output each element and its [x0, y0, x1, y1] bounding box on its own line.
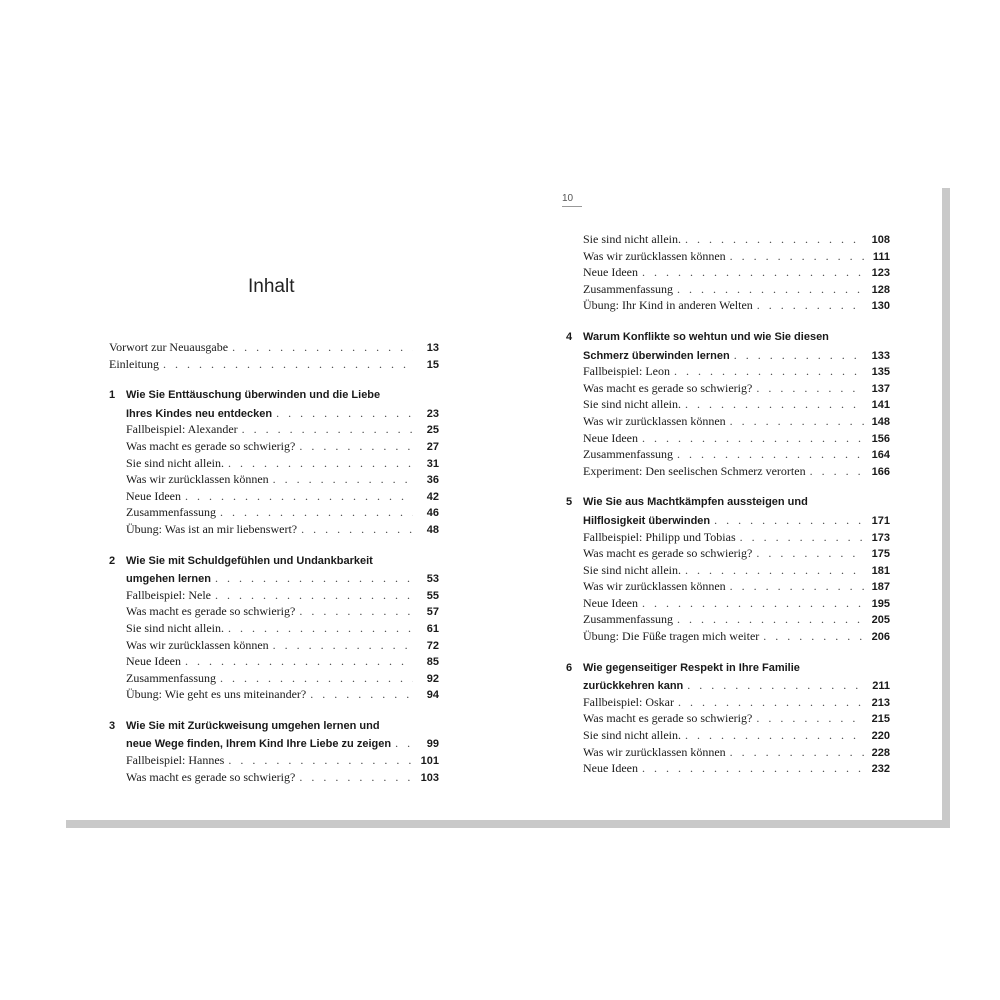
chapter-heading: [566, 662, 890, 679]
chapter-title-line: Wie Sie mit Schuldgefühlen und Undankbarkeit: [126, 554, 373, 567]
leader-dots: [730, 414, 864, 429]
leader-dots: [756, 711, 864, 726]
toc-page-number: 148: [871, 415, 890, 428]
toc-page-number: 25: [426, 424, 439, 437]
chapter-title-line: Wie Sie aus Machtkämpfen aussteigen und: [583, 496, 808, 509]
chapter-title-line: Schmerz überwinden lernen: [583, 349, 730, 362]
leader-dots: [215, 571, 413, 586]
toc-entry: [566, 596, 890, 613]
toc-entry-label: Vorwort zur Neuausgabe: [109, 340, 229, 354]
toc-page-number: 175: [871, 548, 890, 561]
toc-page-number: 123: [871, 267, 890, 280]
toc-entry-label: Sie sind nicht allein.: [583, 232, 681, 246]
chapter-heading: [566, 348, 890, 365]
chapter-title-line: umgehen lernen: [126, 573, 211, 586]
leader-dots: [685, 232, 864, 247]
section-gap: [566, 480, 890, 496]
section-gap: [109, 373, 439, 389]
toc-entry: [566, 563, 890, 580]
toc-entry: [566, 431, 890, 448]
toc-page-number: 53: [426, 573, 439, 586]
leader-dots: [301, 522, 413, 537]
leader-dots: [757, 298, 864, 313]
toc-entry: [109, 357, 439, 374]
toc-page-number: 164: [871, 449, 890, 462]
toc-entry-label: Was macht es gerade so schwierig?: [126, 604, 296, 619]
chapter-number: 4: [566, 330, 573, 343]
toc-entry-label: Zusammenfassung: [583, 447, 673, 462]
toc-page-number: 130: [871, 300, 890, 313]
toc-page-number: 94: [426, 689, 439, 702]
toc-entry: [566, 579, 890, 596]
chapter-title-line: Ihres Kindes neu entdecken: [126, 407, 273, 420]
toc-entry: [566, 298, 890, 315]
toc-entry: [566, 745, 890, 762]
toc-page-number: 111: [872, 250, 890, 263]
toc-entry: [566, 265, 890, 282]
toc-page-number: 228: [871, 746, 890, 759]
chapter-title-line: neue Wege finden, Ihrem Kind Ihre Liebe zu zeigen: [126, 738, 392, 751]
toc-entry: [109, 439, 439, 456]
toc-page-number: 156: [871, 432, 890, 445]
toc-page-number: 36: [426, 474, 439, 487]
toc-entry: [566, 414, 890, 431]
leader-dots: [642, 761, 864, 776]
toc-page-number: 92: [426, 672, 439, 685]
leader-dots: [674, 364, 864, 379]
toc-entry-label: Fallbeispiel: Alexander: [126, 422, 238, 437]
chapter-heading: [566, 496, 890, 513]
toc-entry: [566, 282, 890, 299]
toc-entry-label: Was wir zurücklassen können: [126, 637, 269, 652]
toc-page-number: 206: [871, 631, 890, 644]
toc-entry: [566, 629, 890, 646]
toc-entry: [109, 687, 439, 704]
chapter-title-line: zurückkehren kann: [583, 680, 684, 693]
toc-page-number: 171: [871, 514, 890, 527]
toc-page-number: 135: [871, 366, 890, 379]
toc-entry-label: Zusammenfassung: [126, 670, 216, 685]
toc-page-number: 211: [872, 680, 890, 693]
toc-entry: [109, 621, 439, 638]
leader-dots: [642, 596, 864, 611]
toc-page-number: 137: [871, 382, 890, 395]
toc-page-number: 42: [426, 490, 439, 503]
leader-dots: [395, 736, 413, 751]
leader-dots: [228, 621, 413, 636]
chapter-heading: [109, 571, 439, 588]
toc-page-number: 215: [871, 713, 890, 726]
leader-dots: [685, 397, 864, 412]
toc-entry-label: Was macht es gerade so schwierig?: [583, 711, 753, 726]
chapter-number: 6: [566, 661, 573, 674]
toc-entry-label: Neue Ideen: [583, 761, 638, 776]
toc-list-left: [109, 340, 439, 786]
section-gap: [566, 646, 890, 662]
leader-dots: [163, 357, 413, 372]
section-gap: [109, 704, 439, 720]
toc-entry-label: Übung: Wie geht es uns miteinander?: [126, 687, 307, 702]
toc-page-number: 205: [871, 614, 890, 627]
toc-list-right: [566, 232, 890, 778]
toc-page-number: 213: [871, 696, 890, 709]
toc-page-number: 141: [871, 399, 890, 412]
leader-dots: [810, 464, 864, 479]
leader-dots: [642, 431, 864, 446]
section-gap: [566, 315, 890, 331]
toc-entry-label: Was macht es gerade so schwierig?: [583, 380, 753, 395]
leader-dots: [678, 695, 864, 710]
toc-page-number: 61: [426, 622, 439, 635]
toc-page-number: 31: [426, 457, 439, 470]
toc-page-number: 85: [426, 656, 439, 669]
leader-dots: [220, 505, 413, 520]
page-number: 10: [562, 193, 574, 204]
section-gap: [109, 539, 439, 555]
leader-dots: [276, 406, 413, 421]
chapter-heading: [109, 736, 439, 753]
toc-entry: [566, 530, 890, 547]
toc-entry-label: Fallbeispiel: Leon: [583, 364, 670, 379]
toc-entry-label: Fallbeispiel: Nele: [126, 587, 211, 602]
toc-entry: [109, 770, 439, 787]
toc-entry: [109, 422, 439, 439]
toc-page-number: 173: [871, 531, 890, 544]
chapter-heading: [109, 555, 439, 572]
toc-title: Inhalt: [248, 276, 295, 297]
leader-dots: [310, 687, 413, 702]
toc-page-number: 55: [426, 589, 439, 602]
toc-entry: [566, 711, 890, 728]
chapter-heading: [566, 678, 890, 695]
toc-entry: [109, 638, 439, 655]
toc-entry-label: Neue Ideen: [583, 595, 638, 610]
toc-entry: [109, 456, 439, 473]
leader-dots: [687, 678, 864, 693]
chapter-heading: [109, 389, 439, 406]
toc-page-number: 128: [871, 283, 890, 296]
toc-entry-label: Neue Ideen: [126, 488, 181, 503]
leader-dots: [299, 770, 413, 785]
leader-dots: [232, 340, 413, 355]
leader-dots: [677, 612, 864, 627]
leader-dots: [756, 381, 864, 396]
toc-entry-label: Sie sind nicht allein.: [583, 562, 681, 577]
toc-entry-label: Was wir zurücklassen können: [583, 579, 726, 594]
toc-entry-label: Sie sind nicht allein.: [126, 455, 224, 470]
toc-entry-label: Zusammenfassung: [126, 505, 216, 520]
leader-dots: [242, 422, 413, 437]
chapter-number: 3: [109, 719, 116, 732]
toc-entry: [566, 249, 890, 266]
chapter-number: 5: [566, 496, 573, 509]
toc-entry-label: Sie sind nicht allein.: [583, 397, 681, 412]
toc-entry-label: Was wir zurücklassen können: [583, 744, 726, 759]
toc-entry-label: Was macht es gerade so schwierig?: [583, 546, 753, 561]
toc-page-number: 57: [426, 606, 439, 619]
chapter-heading: [566, 513, 890, 530]
toc-entry-label: Übung: Ihr Kind in anderen Welten: [583, 298, 753, 313]
toc-entry: [566, 447, 890, 464]
leader-dots: [220, 671, 413, 686]
toc-entry-label: Was wir zurücklassen können: [583, 413, 726, 428]
toc-page-number: 108: [871, 234, 890, 246]
toc-page-number: 72: [426, 639, 439, 652]
toc-entry-label: Experiment: Den seelischen Schmerz verorten: [583, 463, 806, 478]
toc-page-number: 27: [426, 440, 439, 453]
toc-page-number: 103: [420, 771, 439, 784]
toc-entry: [109, 522, 439, 539]
toc-entry: [566, 612, 890, 629]
toc-entry-label: Fallbeispiel: Philipp und Tobias: [583, 529, 736, 544]
toc-entry: [566, 761, 890, 778]
toc-entry: [109, 588, 439, 605]
leader-dots: [185, 654, 413, 669]
toc-entry: [566, 364, 890, 381]
toc-entry: [566, 232, 890, 249]
toc-entry: [566, 728, 890, 745]
leader-dots: [763, 629, 864, 644]
right-page: [502, 180, 942, 820]
chapter-heading: [109, 720, 439, 737]
toc-page-number: 232: [871, 763, 890, 776]
toc-entry-label: Sie sind nicht allein.: [583, 728, 681, 743]
toc-entry: [109, 472, 439, 489]
chapter-heading: [566, 331, 890, 348]
toc-entry: [566, 546, 890, 563]
toc-page-number: 101: [420, 755, 439, 768]
leader-dots: [228, 456, 413, 471]
toc-entry-label: Sie sind nicht allein.: [126, 620, 224, 635]
toc-page-number: 195: [871, 597, 890, 610]
toc-page-number: 220: [871, 730, 890, 743]
left-page: [58, 180, 498, 820]
page-number-rule: [562, 206, 582, 207]
leader-dots: [685, 728, 864, 743]
chapter-title-line: Hilflosigkeit überwinden: [583, 514, 711, 527]
toc-entry-label: Übung: Die Füße tragen mich weiter: [583, 629, 760, 644]
book-spread: [58, 180, 942, 820]
chapter-number: 2: [109, 554, 116, 567]
toc-entry: [109, 489, 439, 506]
leader-dots: [730, 249, 864, 264]
leader-dots: [299, 439, 413, 454]
toc-entry: [109, 604, 439, 621]
toc-entry-label: Fallbeispiel: Oskar: [583, 694, 674, 709]
toc-page-number: 46: [426, 507, 439, 520]
leader-dots: [756, 546, 864, 561]
leader-dots: [228, 753, 413, 768]
toc-entry-label: Zusammenfassung: [583, 612, 673, 627]
chapter-title-line: Warum Konflikte so wehtun und wie Sie diesen: [583, 330, 829, 343]
chapter-title-line: Wie Sie Enttäuschung überwinden und die Liebe: [126, 389, 381, 402]
leader-dots: [677, 447, 864, 462]
toc-entry-label: Fallbeispiel: Hannes: [126, 753, 225, 768]
leader-dots: [730, 745, 864, 760]
leader-dots: [734, 348, 864, 363]
leader-dots: [685, 563, 864, 578]
chapter-title-line: Wie Sie mit Zurückweisung umgehen lernen und: [126, 719, 380, 732]
leader-dots: [273, 638, 413, 653]
toc-page-number: 13: [426, 342, 439, 354]
chapter-title-line: Wie gegenseitiger Respekt in Ihre Familie: [583, 661, 800, 674]
toc-entry-label: Einleitung: [109, 356, 159, 371]
leader-dots: [299, 604, 413, 619]
toc-entry-label: Was wir zurücklassen können: [126, 472, 269, 487]
toc-page-number: 15: [426, 358, 439, 371]
toc-entry: [109, 753, 439, 770]
toc-entry-label: Zusammenfassung: [583, 281, 673, 296]
leader-dots: [714, 513, 864, 528]
toc-entry-label: Übung: Was ist an mir liebenswert?: [126, 521, 298, 536]
leader-dots: [642, 265, 864, 280]
leader-dots: [185, 489, 413, 504]
toc-page-number: 23: [426, 407, 439, 420]
toc-entry: [109, 340, 439, 357]
chapter-number: 1: [109, 389, 116, 402]
toc-page-number: 99: [426, 738, 439, 751]
toc-page-number: 48: [426, 523, 439, 536]
leader-dots: [215, 588, 413, 603]
toc-page-number: 166: [871, 465, 890, 478]
toc-entry-label: Was macht es gerade so schwierig?: [126, 769, 296, 784]
toc-entry-label: Was macht es gerade so schwierig?: [126, 438, 296, 453]
toc-entry-label: Neue Ideen: [126, 654, 181, 669]
toc-entry-label: Was wir zurücklassen können: [583, 248, 726, 263]
toc-page-number: 133: [871, 349, 890, 362]
toc-page-number: 181: [871, 564, 890, 577]
leader-dots: [273, 472, 413, 487]
leader-dots: [730, 579, 864, 594]
chapter-heading: [109, 406, 439, 423]
leader-dots: [740, 530, 864, 545]
toc-entry: [109, 671, 439, 688]
toc-entry: [566, 464, 890, 481]
toc-entry-label: Neue Ideen: [583, 430, 638, 445]
toc-entry: [109, 505, 439, 522]
toc-entry: [109, 654, 439, 671]
toc-entry: [566, 695, 890, 712]
toc-entry-label: Neue Ideen: [583, 265, 638, 280]
leader-dots: [677, 282, 864, 297]
toc-entry: [566, 381, 890, 398]
toc-page-number: 187: [871, 581, 890, 594]
toc-entry: [566, 397, 890, 414]
